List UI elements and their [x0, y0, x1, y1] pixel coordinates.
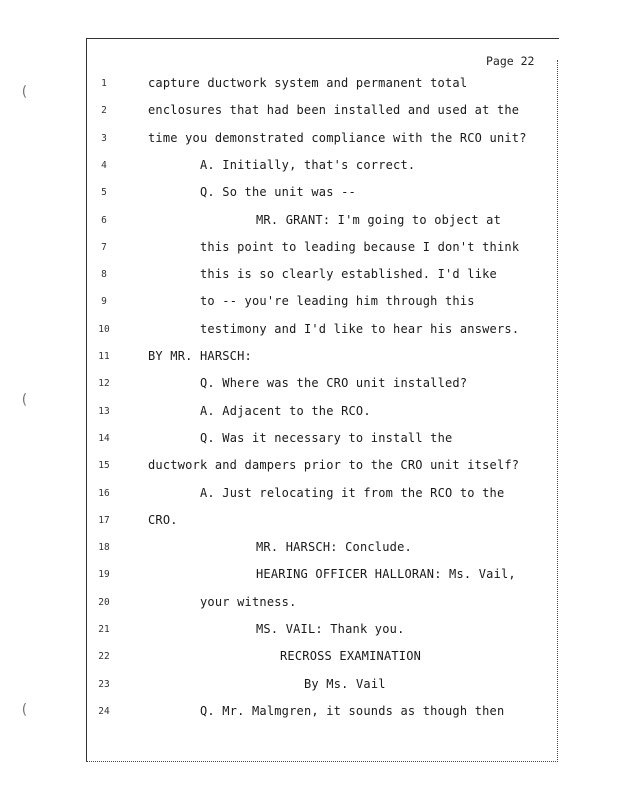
transcript-line-text: BY MR. HARSCH:: [148, 349, 252, 363]
transcript-line-text: CRO.: [148, 512, 178, 527]
transcript-line-text: MS. VAIL: Thank you.: [256, 622, 405, 636]
line-number: 8: [101, 269, 107, 281]
transcript-line-text: your witness.: [200, 594, 297, 609]
line-number: 14: [98, 432, 110, 444]
page-border-bottom: [86, 760, 558, 762]
transcript-line-text: By Ms. Vail: [304, 676, 386, 691]
line-number: 7: [101, 241, 107, 253]
line-number: 24: [98, 705, 110, 717]
hole-punch-mark: (: [20, 392, 29, 408]
transcript-line-text: MR. GRANT: I'm going to object at: [256, 212, 502, 227]
line-number: 18: [98, 542, 110, 554]
hole-punch-mark: (: [20, 702, 29, 718]
line-number: 20: [98, 596, 110, 608]
line-number: 3: [101, 132, 107, 144]
transcript-line-text: MR. HARSCH: Conclude.: [256, 540, 412, 555]
transcript-line-text: HEARING OFFICER HALLORAN: Ms. Vail,: [256, 567, 516, 582]
transcript-line-text: Q. So the unit was --: [200, 185, 356, 200]
line-number: 5: [101, 187, 107, 199]
line-number: 16: [98, 487, 110, 499]
hole-punch-mark: (: [20, 84, 29, 100]
line-number: 23: [98, 678, 110, 690]
transcript-line-text: A. Just relocating it from the RCO to the: [200, 485, 505, 500]
transcript-line-text: RECROSS EXAMINATION: [280, 649, 422, 664]
transcript-line-text: A. Adjacent to the RCO.: [200, 403, 371, 418]
transcript-line-text: A. Initially, that's correct.: [200, 157, 416, 172]
line-number: 11: [98, 351, 110, 362]
transcript-line-text: ductwork and dampers prior to the CRO unit itself?: [148, 458, 520, 473]
page-number-label: Page 22: [486, 54, 535, 68]
line-number: 17: [98, 514, 110, 526]
transcript-line-text: enclosures that had been installed and used at the: [148, 103, 520, 118]
transcript-line-text: Q. Mr. Malmgren, it sounds as though then: [200, 703, 505, 718]
page-border-right: [556, 60, 558, 760]
line-number: 13: [98, 405, 110, 417]
transcript-line-text: this is so clearly established. I'd like: [200, 267, 497, 282]
line-number: 12: [98, 378, 110, 390]
transcript-line-text: Q. Where was the CRO unit installed?: [200, 376, 468, 391]
transcript-line-text: this point to leading because I don't think: [200, 239, 520, 254]
transcript-line-text: Q. Was it necessary to install the: [200, 430, 453, 445]
line-number: 15: [98, 460, 110, 472]
transcript-line-text: time you demonstrated compliance with the RCO unit?: [148, 130, 527, 145]
line-number: 1: [101, 78, 107, 89]
line-number: 10: [98, 323, 110, 335]
line-number: 9: [101, 296, 107, 308]
transcript-line-text: to -- you're leading him through this: [200, 294, 475, 309]
line-number: 2: [101, 105, 107, 117]
transcript-line-text: testimony and I'd like to hear his answers.: [200, 321, 520, 336]
line-number: 19: [98, 569, 110, 581]
line-number: 22: [98, 651, 110, 663]
transcript-line-text: capture ductwork system and permanent total: [148, 76, 468, 90]
line-number: 4: [101, 159, 107, 171]
line-number: 6: [101, 214, 107, 226]
line-number: 21: [98, 624, 110, 635]
